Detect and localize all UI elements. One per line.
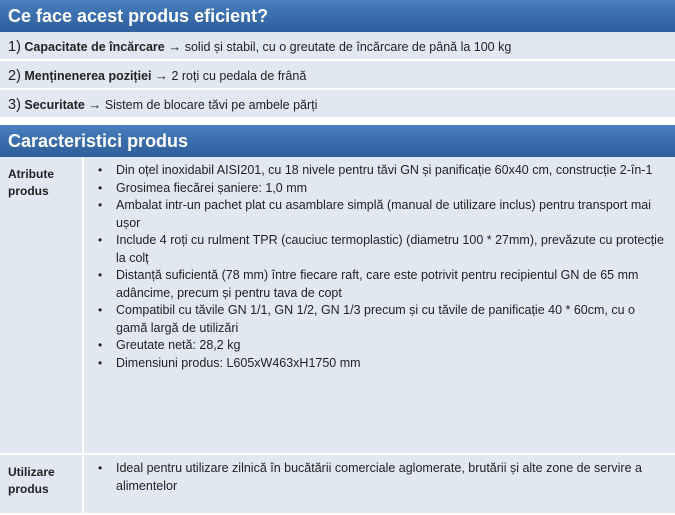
arrow-right-icon: → (168, 39, 182, 54)
bullet-icon: • (98, 303, 103, 317)
usage-list (94, 460, 667, 495)
label-line: Atribute (8, 167, 54, 181)
feature-number: 1) (8, 39, 21, 55)
list-item: • Compatibil cu tăvile GN 1/1, GN 1/2, GN 1/3 precum și cu tăvile de panificație 40 * 60cm, cu o gamă largă de utilizări (98, 303, 635, 335)
feature-text: solid și stabil, cu o greutate de încărcare de până la 100 kg (184, 40, 512, 54)
arrow-right-icon: → (154, 68, 168, 83)
bullet-icon: • (98, 180, 103, 195)
feature-row-position (0, 61, 675, 90)
feature-name: Securitate (24, 98, 85, 112)
list-item: • Ambalat intr-un pachet plat cu asamblare simplă (manual de utilizare inclus) pentru transport mai ușor (98, 198, 651, 230)
efficiency-section-title: Ce face acest produs eficient? (0, 0, 675, 32)
arrow-right-icon: → (88, 97, 102, 112)
list-item: • Ideal pentru utilizare zilnică în bucătării comerciale aglomerate, brutării și alte zone de servire a alimentelor (98, 461, 642, 493)
bullet-icon: • (98, 461, 103, 475)
bullet-icon: • (98, 355, 103, 370)
usage-list-cell (84, 455, 675, 513)
table-row-attributes (0, 157, 675, 455)
feature-text: Sistem de blocare tăvi pe ambele părți (104, 98, 318, 112)
row-label-attributes (0, 157, 84, 453)
bullet-icon: • (98, 338, 103, 352)
characteristics-table (0, 157, 675, 515)
bullet-icon: • (98, 198, 103, 212)
list-item: • Include 4 roți cu rulment TPR (cauciuc termoplastic) (diametru 100 * 27mm), prevăzute cu protecție la colț (98, 233, 664, 265)
feature-row-load-capacity (0, 32, 675, 61)
characteristics-section-title: Caracteristici produs (0, 125, 675, 157)
table-row-usage (0, 455, 675, 515)
feature-text: 2 roți cu pedala de frână (171, 69, 307, 83)
row-label-usage (0, 455, 84, 513)
list-item: • Grosimea fiecărei șaniere: 1,0 mm (94, 180, 667, 198)
list-item: • Greutate netă: 28,2 kg (94, 337, 667, 355)
feature-number: 2) (8, 68, 21, 84)
feature-row-security (0, 90, 675, 119)
list-item: • Dimensiuni produs: L605xW463xH1750 mm (94, 355, 667, 373)
label-line: produs (8, 482, 49, 496)
feature-number: 3) (8, 97, 21, 113)
bullet-icon: • (98, 233, 103, 247)
list-item: • Distanță suficientă (78 mm) între fiecare raft, care este potrivit pentru recipientul GN de 65 mm adâncime, precum și pentru tava de copt (98, 268, 639, 300)
label-line: produs (8, 184, 49, 198)
feature-name: Menținenerea poziției (24, 69, 152, 83)
bullet-icon: • (98, 268, 103, 282)
bullet-icon: • (98, 163, 103, 177)
feature-name: Capacitate de încărcare (24, 40, 165, 54)
list-item: • Din oțel inoxidabil AISI201, cu 18 nivele pentru tăvi GN și panificație 60x40 cm, construcție 2-în-1 (94, 162, 667, 180)
attributes-list-cell (84, 157, 675, 453)
label-line: Utilizare (8, 465, 55, 479)
attributes-list (94, 162, 667, 372)
